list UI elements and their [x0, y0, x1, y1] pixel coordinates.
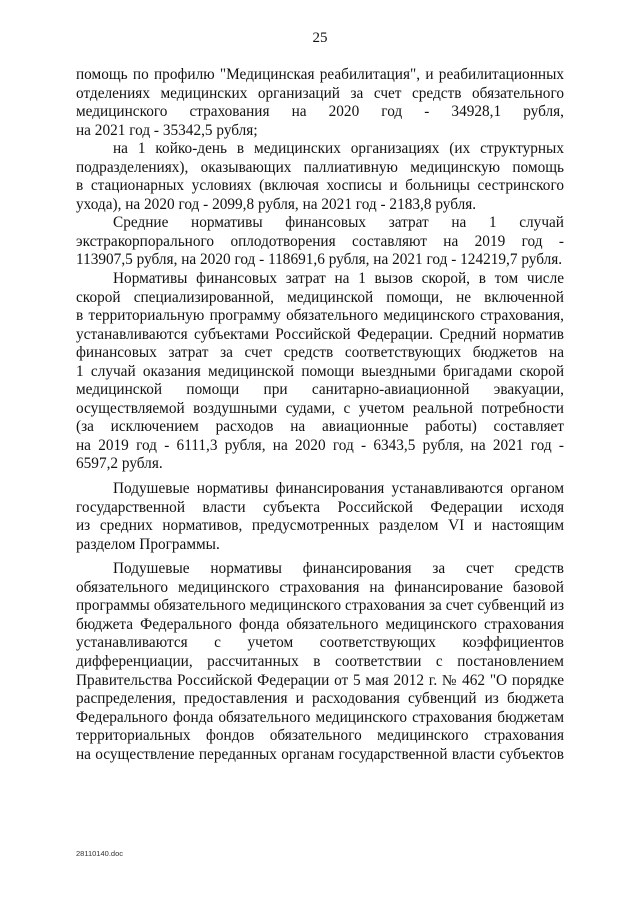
- text-line: на 2021 год - 35342,5 рубля;: [76, 121, 258, 139]
- text-line: на 1 койко-день в медицинских организациях (их структурных: [113, 140, 564, 158]
- text-line: 113907,5 рубля, на 2020 год - 118691,6 рубля, на 2021 год - 124219,7 рубля.: [76, 251, 563, 269]
- text-line: бюджета Федерального фонда обязательного медицинского страхования: [76, 615, 564, 633]
- text-line: осуществляемой воздушными судами, с учетом реальной потребности: [76, 399, 564, 417]
- footer-filename: 28110140.doc: [76, 849, 123, 858]
- text-line: помощь по профилю "Медицинская реабилитация", и реабилитационных: [76, 66, 564, 83]
- text-line: в территориальную программу обязательного медицинского страхования,: [76, 307, 564, 325]
- text-line: устанавливаются субъектами Российской Федерации. Средний норматив: [76, 325, 564, 343]
- text-line: распределения, предоставления и расходования субвенций из бюджета: [76, 690, 564, 708]
- text-line: Средние нормативы финансовых затрат на 1 случай: [113, 214, 564, 232]
- text-line: в стационарных условиях (включая хосписы и больницы сестринского: [76, 177, 564, 195]
- text-line: экстракорпорального оплодотворения составляют на 2019 год -: [76, 232, 564, 250]
- text-line: медицинского страхования на 2020 год - 34928,1 рубля,: [76, 103, 564, 121]
- text-line: 6597,2 рубля.: [76, 455, 163, 473]
- text-line: подразделениях), оказывающих паллиативную медицинскую помощь: [76, 158, 564, 176]
- text-line: Подушевые нормативы финансирования за счет средств: [113, 560, 564, 578]
- text-line: Федерального фонда обязательного медицинского страхования бюджетам: [76, 708, 564, 726]
- text-line: медицинской помощи при санитарно-авиационной эвакуации,: [76, 381, 564, 399]
- text-line: дифференциации, рассчитанных в соответствии с постановлением: [76, 652, 564, 670]
- text-line: программы обязательного медицинского страхования за счет субвенций из: [76, 597, 564, 615]
- document-body: [76, 66, 564, 764]
- page-number: 25: [312, 30, 328, 46]
- text-line: территориальных фондов обязательного медицинского страхования: [76, 727, 564, 745]
- text-line: (за исключением расходов на авиационные работы) составляет: [76, 418, 564, 436]
- text-line: Подушевые нормативы финансирования устанавливаются органом: [113, 480, 564, 498]
- text-line: Нормативы финансовых затрат на 1 вызов скорой, в том числе: [113, 270, 564, 288]
- text-line: на 2019 год - 6111,3 рубля, на 2020 год - 6343,5 рубля, на 2021 год -: [76, 436, 564, 454]
- text-line: из средних нормативов, предусмотренных разделом VI и настоящим: [76, 517, 564, 535]
- text-line: скорой специализированной, медицинской помощи, не включенной: [76, 288, 564, 306]
- text-line: разделом Программы.: [76, 535, 220, 553]
- text-line: обязательного медицинского страхования на финансирование базовой: [76, 578, 564, 596]
- text-line: Правительства Российской Федерации от 5 мая 2012 г. № 462 "О порядке: [76, 671, 564, 689]
- text-line: отделениях медицинских организаций за счет средств обязательного: [76, 84, 564, 102]
- text-line: устанавливаются с учетом соответствующих коэффициентов: [76, 634, 564, 652]
- text-line: финансовых затрат за счет средств соответствующих бюджетов на: [76, 344, 564, 362]
- text-line: государственной власти субъекта Российской Федерации исходя: [76, 498, 564, 516]
- text-line: на осуществление переданных органам государственной власти субъектов: [76, 745, 564, 763]
- text-line: ухода), на 2020 год - 2099,8 рубля, на 2021 год - 2183,8 рубля.: [76, 195, 477, 213]
- text-line: 1 случай оказания медицинской помощи выездными бригадами скорой: [76, 362, 564, 380]
